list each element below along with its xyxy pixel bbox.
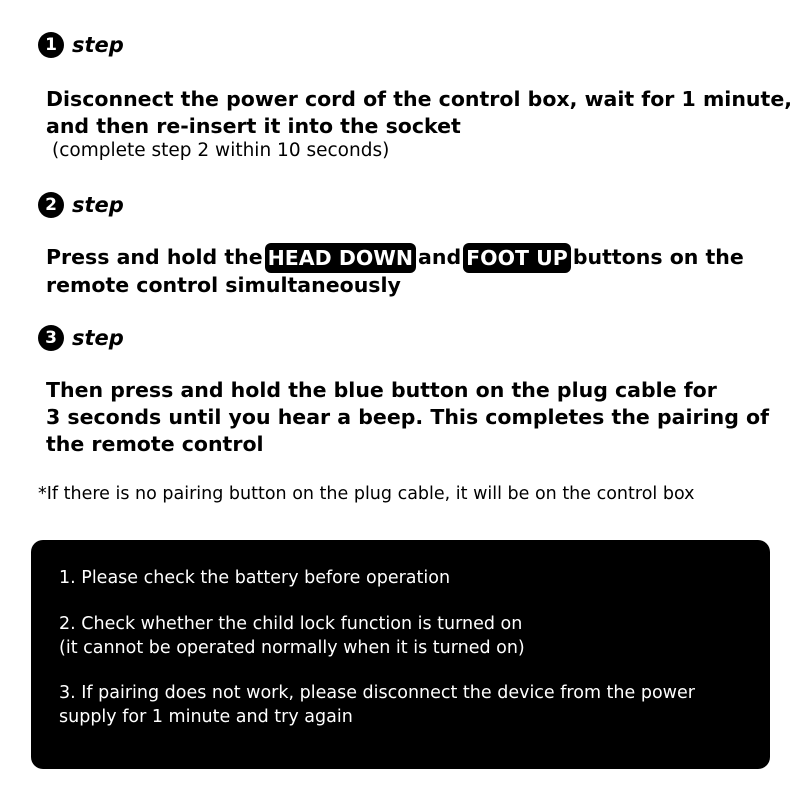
step-2-instructions <box>46 242 744 299</box>
step-2-line-1 <box>46 242 744 272</box>
note-2: 2. Check whether the child lock function is turned on <box>59 614 523 634</box>
step-3-line-2: 3 seconds until you hear a beep. This completes the pairing of <box>46 405 770 429</box>
step-3-label: step <box>72 325 124 350</box>
footnote: *If there is no pairing button on the plug cable, it will be on the control box <box>38 484 695 504</box>
step-1-instructions <box>46 86 792 140</box>
step-3-number-badge: 3 <box>38 325 64 351</box>
step-2-text-before: Press and hold the <box>46 245 263 269</box>
step-3-instructions <box>46 377 769 458</box>
note-3-detail: supply for 1 minute and try again <box>59 707 353 727</box>
step-1-note: (complete step 2 within 10 seconds) <box>52 140 390 161</box>
step-1-header <box>38 31 124 59</box>
notes-panel <box>31 540 770 769</box>
step-2-number-badge: 2 <box>38 192 64 218</box>
note-2-detail: (it cannot be operated normally when it is turned on) <box>59 638 525 658</box>
step-2-text-middle: and <box>418 245 462 269</box>
foot-up-button-label: FOOT UP <box>463 243 571 273</box>
step-1-line-2: and then re-insert it into the socket <box>46 114 461 138</box>
step-2-line-2: remote control simultaneously <box>46 273 401 297</box>
head-down-button-label: HEAD DOWN <box>265 243 416 273</box>
step-1-number-badge: 1 <box>38 32 64 58</box>
step-2-text-after: buttons on the <box>572 245 744 269</box>
step-3-header <box>38 324 124 352</box>
step-1-label: step <box>72 32 124 57</box>
note-1: 1. Please check the battery before operation <box>59 568 451 588</box>
step-2-header <box>38 191 124 219</box>
step-1-line-1: Disconnect the power cord of the control box, wait for 1 minute, <box>46 87 793 111</box>
step-2-label: step <box>72 192 124 217</box>
step-3-line-1: Then press and hold the blue button on the plug cable for <box>46 378 717 402</box>
note-3: 3. If pairing does not work, please disconnect the device from the power <box>59 683 695 703</box>
step-3-line-3: the remote control <box>46 432 264 456</box>
